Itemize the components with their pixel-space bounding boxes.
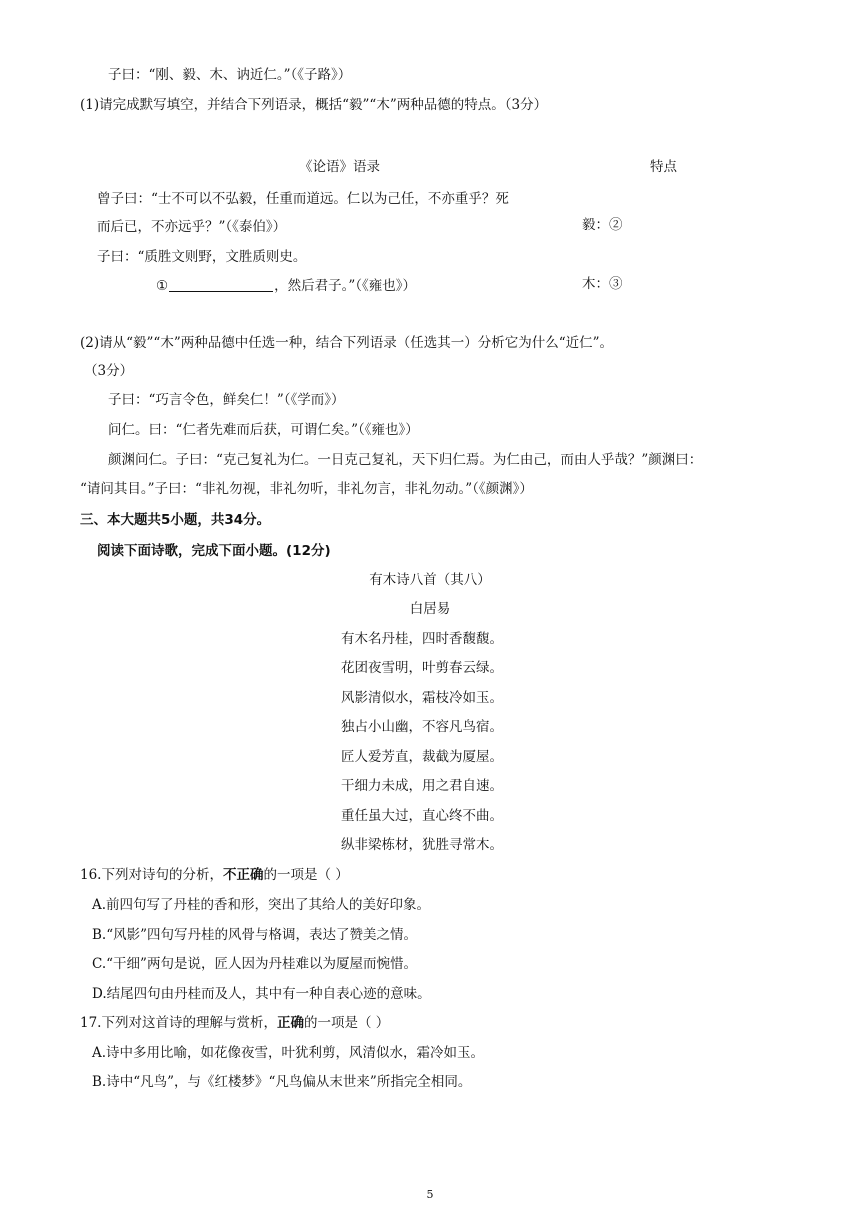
q16-option-a: A.前四句写了丹桂的香和形，突出了其给人的美好印象。 bbox=[92, 897, 431, 913]
q2-quote2: 问仁。曰：“仁者先难而后获，可谓仁矣。”（《雍也》） bbox=[108, 422, 419, 438]
q16-stem-prefix: 16.下列对诗句的分析， bbox=[80, 867, 223, 883]
poem-line: 纵非梁栋材，犹胜寻常木。 bbox=[341, 837, 503, 853]
blank-marker: ① bbox=[156, 278, 169, 294]
q1-row2-trait: 木：③ bbox=[582, 276, 623, 292]
poem-author: 白居易 bbox=[409, 601, 451, 617]
section3-instruction: 阅读下面诗歌，完成下面小题。(12分) bbox=[97, 543, 331, 559]
q17-option-b: B.诗中“凡鸟”，与《红楼梦》“凡鸟偏从末世来”所指完全相同。 bbox=[92, 1074, 472, 1090]
q17-stem-suffix: 的一项是（ ） bbox=[303, 1015, 390, 1031]
section3-heading: 三、本大题共5小题，共34分。 bbox=[80, 512, 271, 528]
fill-blank[interactable] bbox=[169, 277, 273, 292]
q17-stem-bold: 正确 bbox=[276, 1015, 304, 1031]
poem-line: 有木名丹桂，四时香馥馥。 bbox=[341, 631, 503, 647]
q2-prompt-line1: (2)请从“毅”“木”两种品德中任选一种，结合下列语录（任选其一）分析它为什么“近仁”。 bbox=[80, 335, 614, 351]
q1-row1-line1: 曾子曰：“士不可以不弘毅，任重而道远。仁以为己任，不亦重乎？死 bbox=[97, 191, 509, 207]
q1-row2-line2 bbox=[156, 277, 416, 295]
top-quote: 子曰：“刚、毅、木、讷近仁。”（《子路》） bbox=[108, 67, 352, 83]
poem-line: 干细力未成，用之君自速。 bbox=[341, 778, 503, 794]
q2-quote3-line1: 颜渊问仁。子曰：“克己复礼为仁。一日克己复礼，天下归仁焉。为仁由己，而由人乎哉？”颜渊曰： bbox=[108, 452, 703, 468]
page-number: 5 bbox=[426, 1188, 434, 1201]
q16-option-c: C.“干细”两句是说，匠人因为丹桂难以为厦屋而惋惜。 bbox=[92, 956, 417, 972]
q2-quote3-line2: “请问其目。”子曰：“非礼勿视，非礼勿听，非礼勿言，非礼勿动。”（《颜渊》） bbox=[80, 481, 533, 497]
q16-stem-suffix: 的一项是（ ） bbox=[263, 867, 349, 883]
q16-stem bbox=[80, 866, 349, 884]
poem-line: 花团夜雪明，叶剪春云绿。 bbox=[341, 660, 503, 676]
q16-stem-bold: 不正确 bbox=[222, 867, 264, 883]
q16-option-b: B.“风影”四句写丹桂的风骨与格调，表达了赞美之情。 bbox=[92, 927, 418, 943]
q1-row1-trait: 毅：② bbox=[582, 217, 623, 233]
q1-row1-line2: 而后已，不亦远乎？”（《泰伯》） bbox=[97, 219, 287, 235]
poem-line: 匠人爱芳直，裁截为厦屋。 bbox=[341, 749, 503, 765]
q17-stem-prefix: 17.下列对这首诗的理解与赏析， bbox=[80, 1015, 277, 1031]
q2-prompt-line2: （3分） bbox=[84, 363, 134, 379]
poem-line: 独占小山幽，不容凡鸟宿。 bbox=[341, 719, 503, 735]
table-header-right: 特点 bbox=[650, 159, 677, 175]
poem-title: 有木诗八首（其八） bbox=[369, 572, 491, 588]
row2-suffix: ，然后君子。”（《雍也》） bbox=[274, 278, 417, 294]
q1-prompt: (1)请完成默写填空，并结合下列语录，概括“毅”“木”两种品德的特点。（3分） bbox=[80, 97, 548, 113]
q17-stem bbox=[80, 1014, 389, 1032]
table-header-left: 《论语》语录 bbox=[299, 159, 380, 175]
q17-option-a: A.诗中多用比喻，如花像夜雪，叶犹利剪，风清似水，霜冷如玉。 bbox=[92, 1045, 485, 1061]
q16-option-d: D.结尾四句由丹桂而及人，其中有一种自表心迹的意味。 bbox=[92, 986, 431, 1002]
poem-line: 风影清似水，霜枝冷如玉。 bbox=[341, 690, 503, 706]
q2-quote1: 子曰：“巧言令色，鲜矣仁！”（《学而》） bbox=[108, 392, 345, 408]
poem-line: 重任虽大过，直心终不曲。 bbox=[341, 808, 503, 824]
q1-row2-line1: 子曰：“质胜文则野，文胜质则史。 bbox=[97, 249, 307, 265]
